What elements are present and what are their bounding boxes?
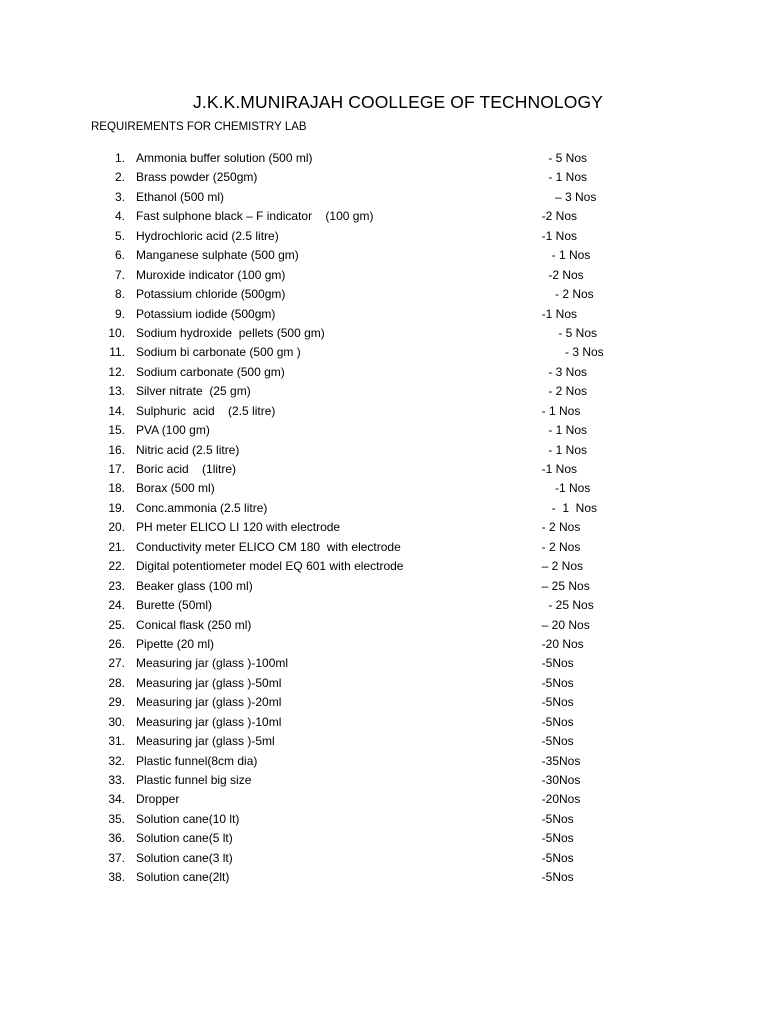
item-number: 12. bbox=[108, 364, 125, 379]
item-number: 19. bbox=[108, 500, 125, 515]
list-item bbox=[0, 325, 768, 344]
item-name: Brass powder (250gm) bbox=[136, 170, 258, 185]
list-item bbox=[0, 791, 768, 810]
list-item bbox=[0, 772, 768, 791]
item-quantity: -1 Nos bbox=[535, 306, 578, 321]
item-number: 18. bbox=[108, 481, 125, 496]
list-item bbox=[0, 617, 768, 636]
item-name: PVA (100 gm) bbox=[136, 423, 210, 438]
item-quantity: - 2 Nos bbox=[535, 520, 581, 535]
item-quantity: -20 Nos bbox=[535, 636, 584, 651]
list-item bbox=[0, 850, 768, 869]
list-item bbox=[0, 733, 768, 752]
item-name: Silver nitrate (25 gm) bbox=[136, 384, 251, 399]
item-quantity: - 3 Nos bbox=[535, 364, 588, 379]
item-name: Beaker glass (100 ml) bbox=[136, 578, 253, 593]
item-number: 6. bbox=[114, 248, 125, 263]
item-name: Fast sulphone black – F indicator (100 gm) bbox=[136, 209, 374, 224]
item-quantity: - 25 Nos bbox=[535, 598, 594, 613]
item-quantity: – 2 Nos bbox=[535, 559, 584, 574]
item-name: Sodium bi carbonate (500 gm ) bbox=[136, 345, 301, 360]
item-quantity: -5Nos bbox=[535, 831, 574, 846]
item-quantity: - 1 Nos bbox=[535, 423, 588, 438]
item-name: Solution cane(5 lt) bbox=[136, 831, 233, 846]
item-name: Sodium hydroxide pellets (500 gm) bbox=[136, 325, 325, 340]
item-number: 21. bbox=[108, 539, 125, 554]
list-item bbox=[0, 830, 768, 849]
item-name: Solution cane(3 lt) bbox=[136, 850, 233, 865]
item-name: PH meter ELICO LI 120 with electrode bbox=[136, 520, 341, 535]
requirements-list bbox=[0, 150, 768, 889]
item-number: 29. bbox=[108, 695, 125, 710]
list-item bbox=[0, 442, 768, 461]
item-number: 24. bbox=[108, 598, 125, 613]
item-quantity: -5Nos bbox=[535, 675, 574, 690]
item-number: 13. bbox=[108, 384, 125, 399]
item-number: 10. bbox=[108, 325, 125, 340]
item-quantity: - 1 Nos bbox=[535, 403, 581, 418]
list-item bbox=[0, 655, 768, 674]
item-quantity: -1 Nos bbox=[535, 462, 578, 476]
item-number: 3. bbox=[114, 189, 125, 204]
item-quantity: -2 Nos bbox=[535, 209, 578, 224]
item-name: Digital potentiometer model EQ 601 with electrode bbox=[136, 559, 404, 574]
item-number: 9. bbox=[114, 306, 125, 321]
item-name: Measuring jar (glass )-20ml bbox=[136, 695, 282, 710]
list-item bbox=[0, 636, 768, 655]
item-number: 33. bbox=[108, 773, 125, 787]
item-number: 25. bbox=[108, 617, 125, 632]
list-item bbox=[0, 422, 768, 441]
item-quantity: -5Nos bbox=[535, 656, 574, 671]
item-number: 36. bbox=[108, 831, 125, 846]
item-name: Dropper bbox=[136, 792, 180, 807]
item-number: 7. bbox=[114, 267, 125, 282]
list-item bbox=[0, 228, 768, 247]
item-name: Borax (500 ml) bbox=[136, 481, 215, 496]
item-number: 16. bbox=[108, 442, 125, 457]
list-item bbox=[0, 306, 768, 325]
item-name: Sulphuric acid (2.5 litre) bbox=[136, 403, 276, 418]
item-quantity: -1 Nos bbox=[535, 228, 578, 243]
item-number: 5. bbox=[114, 228, 125, 243]
list-item bbox=[0, 869, 768, 888]
list-item bbox=[0, 403, 768, 422]
item-quantity: -1 Nos bbox=[535, 481, 591, 496]
item-name: Solution cane(10 lt) bbox=[136, 811, 240, 826]
item-quantity: – 3 Nos bbox=[535, 189, 597, 204]
item-name: Plastic funnel big size bbox=[136, 773, 252, 787]
item-number: 14. bbox=[108, 403, 125, 418]
item-number: 32. bbox=[108, 753, 125, 768]
list-item bbox=[0, 364, 768, 383]
list-item bbox=[0, 247, 768, 266]
list-item bbox=[0, 461, 768, 480]
item-quantity: -20Nos bbox=[535, 792, 581, 807]
item-quantity: - 5 Nos bbox=[535, 151, 588, 165]
item-number: 27. bbox=[108, 656, 125, 671]
item-quantity: - 2 Nos bbox=[535, 384, 588, 399]
list-item bbox=[0, 286, 768, 305]
list-item bbox=[0, 189, 768, 208]
item-number: 35. bbox=[108, 811, 125, 826]
list-item bbox=[0, 480, 768, 499]
item-name: Hydrochloric acid (2.5 litre) bbox=[136, 228, 279, 243]
item-name: Conductivity meter ELICO CM 180 with electrode bbox=[136, 539, 401, 554]
item-number: 30. bbox=[108, 714, 125, 729]
item-number: 4. bbox=[114, 209, 125, 224]
item-quantity: -5Nos bbox=[535, 734, 574, 749]
item-name: Muroxide indicator (100 gm) bbox=[136, 267, 286, 282]
list-item bbox=[0, 675, 768, 694]
item-number: 15. bbox=[108, 423, 125, 438]
item-quantity: -5Nos bbox=[535, 714, 574, 729]
item-quantity: -35Nos bbox=[535, 753, 581, 768]
item-number: 8. bbox=[114, 287, 125, 302]
item-quantity: - 1 Nos bbox=[535, 500, 598, 515]
list-item bbox=[0, 539, 768, 558]
item-name: Potassium chloride (500gm) bbox=[136, 287, 286, 302]
list-item bbox=[0, 344, 768, 363]
list-item bbox=[0, 169, 768, 188]
item-number: 26. bbox=[108, 636, 125, 651]
item-name: Ammonia buffer solution (500 ml) bbox=[136, 151, 313, 165]
item-quantity: -5Nos bbox=[535, 850, 574, 865]
item-number: 11. bbox=[109, 345, 125, 360]
item-name: Plastic funnel(8cm dia) bbox=[136, 753, 258, 768]
item-name: Nitric acid (2.5 litre) bbox=[136, 442, 240, 457]
item-quantity: -5Nos bbox=[535, 870, 574, 885]
item-quantity: - 3 Nos bbox=[535, 345, 604, 360]
item-name: Measuring jar (glass )-10ml bbox=[136, 714, 282, 729]
item-name: Ethanol (500 ml) bbox=[136, 189, 225, 204]
item-name: Solution cane(2lt) bbox=[136, 870, 230, 885]
item-number: 22. bbox=[108, 559, 125, 574]
item-quantity: -5Nos bbox=[535, 695, 574, 710]
list-item bbox=[0, 694, 768, 713]
item-number: 37. bbox=[108, 850, 125, 865]
item-number: 17. bbox=[108, 462, 125, 476]
item-name: Boric acid (1litre) bbox=[136, 462, 237, 476]
item-quantity: -5Nos bbox=[535, 811, 574, 826]
item-name: Conc.ammonia (2.5 litre) bbox=[136, 500, 268, 515]
document-title: J.K.K.MUNIRAJAH COOLLEGE OF TECHNOLOGY bbox=[193, 92, 603, 112]
list-item bbox=[0, 753, 768, 772]
list-item bbox=[0, 597, 768, 616]
list-item bbox=[0, 500, 768, 519]
item-quantity: - 5 Nos bbox=[535, 325, 598, 340]
item-name: Conical flask (250 ml) bbox=[136, 617, 252, 632]
list-item bbox=[0, 383, 768, 402]
item-name: Manganese sulphate (500 gm) bbox=[136, 248, 299, 263]
list-item bbox=[0, 558, 768, 577]
item-quantity: -30Nos bbox=[535, 773, 581, 787]
item-number: 1. bbox=[114, 151, 125, 165]
item-quantity: – 25 Nos bbox=[535, 578, 590, 593]
list-item bbox=[0, 811, 768, 830]
item-number: 28. bbox=[108, 675, 125, 690]
item-quantity: - 1 Nos bbox=[535, 170, 588, 185]
item-name: Potassium iodide (500gm) bbox=[136, 306, 276, 321]
item-number: 23. bbox=[108, 578, 125, 593]
item-number: 31. bbox=[108, 734, 125, 749]
list-item bbox=[0, 519, 768, 538]
list-item bbox=[0, 578, 768, 597]
item-name: Measuring jar (glass )-100ml bbox=[136, 656, 289, 671]
document-subtitle: REQUIREMENTS FOR CHEMISTRY LAB bbox=[91, 121, 307, 133]
list-item bbox=[0, 208, 768, 227]
list-item bbox=[0, 267, 768, 286]
item-quantity: - 2 Nos bbox=[535, 287, 594, 302]
list-item bbox=[0, 150, 768, 169]
item-name: Pipette (20 ml) bbox=[136, 636, 215, 651]
item-name: Burette (50ml) bbox=[136, 598, 213, 613]
item-name: Measuring jar (glass )-50ml bbox=[136, 675, 282, 690]
item-quantity: - 1 Nos bbox=[535, 248, 591, 263]
item-quantity: - 1 Nos bbox=[535, 442, 588, 457]
item-quantity: – 20 Nos bbox=[535, 617, 590, 632]
item-name: Measuring jar (glass )-5ml bbox=[136, 734, 275, 749]
item-number: 34. bbox=[108, 792, 125, 807]
item-number: 20. bbox=[108, 520, 125, 535]
item-number: 2. bbox=[114, 170, 125, 185]
item-quantity: -2 Nos bbox=[535, 267, 584, 282]
list-item bbox=[0, 714, 768, 733]
item-name: Sodium carbonate (500 gm) bbox=[136, 364, 285, 379]
item-number: 38. bbox=[108, 870, 125, 885]
item-quantity: - 2 Nos bbox=[535, 539, 581, 554]
